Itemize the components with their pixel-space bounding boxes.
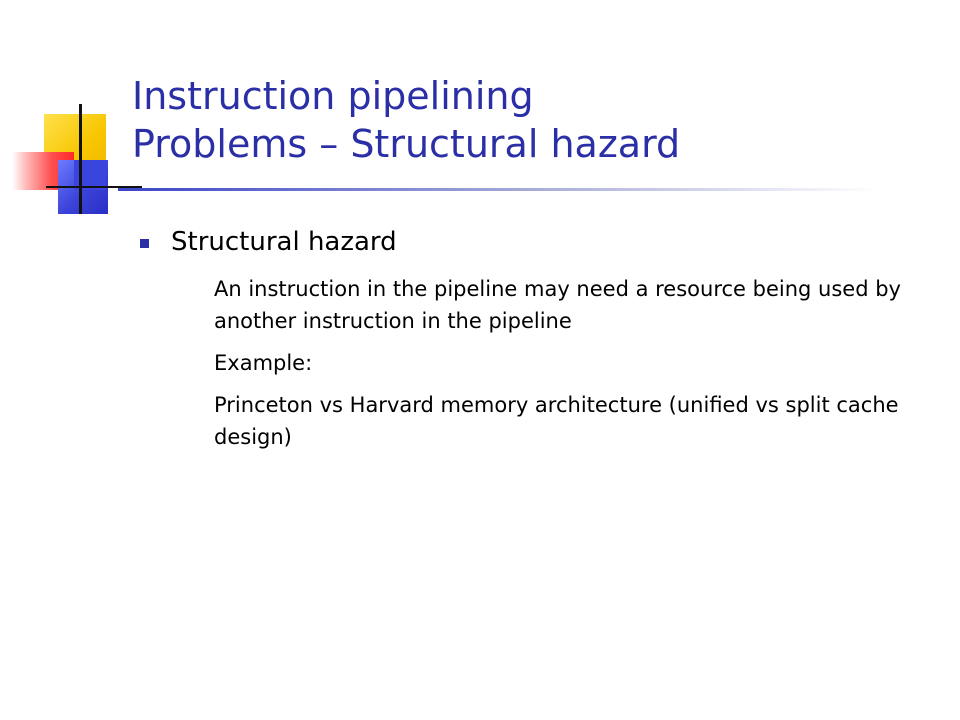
sub-item-example-label: Example: xyxy=(214,351,313,375)
logo-vertical-line xyxy=(79,104,82,214)
bullet-text: Structural hazard xyxy=(171,227,397,257)
title-line-1: Instruction pipelining xyxy=(132,74,534,118)
title-underline xyxy=(118,188,878,191)
sub-item-definition: An instruction in the pipeline may need a resource being used by another instruction in the pipeline xyxy=(214,277,901,333)
corner-logo-icon xyxy=(0,0,140,230)
title-line-2: Problems – Structural hazard xyxy=(132,122,681,166)
sub-list xyxy=(214,273,944,463)
square-bullet-icon xyxy=(140,239,149,248)
slide-content xyxy=(140,224,940,449)
bullet-item xyxy=(140,224,940,264)
slide-title xyxy=(132,72,912,168)
sub-item-example: Princeton vs Harvard memory architecture (unified vs split cache design) xyxy=(214,393,899,449)
